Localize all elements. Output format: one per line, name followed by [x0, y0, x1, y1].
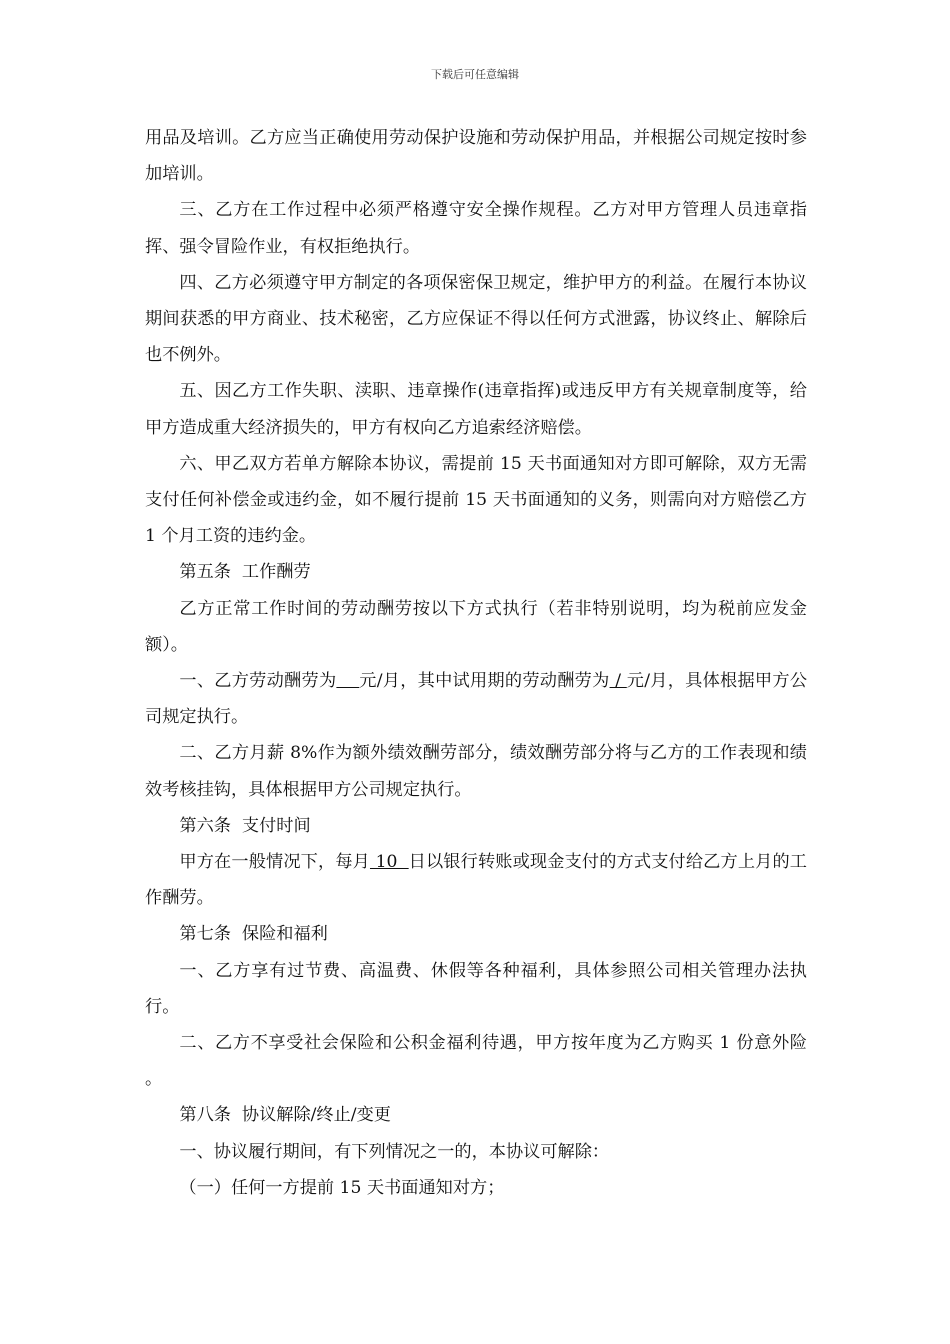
pay-date-text-end: 日以银行转账或现金支付的方式支付给乙方上月的工作酬劳。 — [145, 852, 807, 909]
paragraph-termination-notice: 六、甲乙双方若单方解除本协议，需提前 15 天书面通知对方即可解除，双方无需支付任何补偿金或违约金，如不履行提前 15 天书面通知的义务，则需向对方赔偿乙方 1 个月工资的违约金。 — [145, 453, 813, 547]
article-5-heading: 第五条 工作酬劳 — [179, 562, 311, 583]
probation-salary-blank: / — [609, 671, 627, 692]
paragraph-salary-amount — [145, 663, 807, 735]
pay-day-value: 10 — [369, 852, 409, 873]
paragraph-confidentiality: 四、乙方必须遵守甲方制定的各项保密保卫规定，维护甲方的利益。在履行本协议期间获悉的甲方商业、技术秘密，乙方应保证不得以任何方式泄露，协议终止、解除后也不例外。 — [145, 272, 807, 366]
paragraph-insurance: 二、乙方不享受社会保险和公积金福利待遇，甲方按年度为乙方购买 1 份意外险 。 — [145, 1033, 813, 1090]
salary-text-start: 一、乙方劳动酬劳为 — [179, 671, 337, 692]
salary-blank — [336, 671, 359, 691]
paragraph-termination-conditions: 一、协议履行期间，有下列情况之一的，本协议可解除： — [179, 1141, 610, 1162]
paragraph-safety-rules: 三、乙方在工作过程中必须严格遵守安全操作规程。乙方对甲方管理人员违章指挥、强令冒险作业，有权拒绝执行。 — [145, 200, 807, 257]
paragraph-training: 用品及培训。乙方应当正确使用劳动保护设施和劳动保护用品，并根据公司规定按时参加培训。 — [145, 128, 807, 185]
salary-text-end: 元/月，具体根据甲方公司规定执行。 — [145, 671, 808, 728]
paragraph-termination-item-1: （一）任何一方提前 15 天书面通知对方； — [179, 1177, 505, 1198]
article-6-heading: 第六条 支付时间 — [179, 815, 311, 836]
document-body — [145, 120, 813, 1206]
paragraph-performance-pay: 二、乙方月薪 8%作为额外绩效酬劳部分，绩效酬劳部分将与乙方的工作表现和绩效考核挂钩，具体根据甲方公司规定执行。 — [145, 743, 807, 800]
page-header: 下载后可任意编辑 — [431, 68, 519, 81]
article-7-heading: 第七条 保险和福利 — [179, 924, 328, 945]
paragraph-pay-date — [145, 844, 807, 916]
pay-date-text-start: 甲方在一般情况下，每月 — [179, 852, 370, 873]
paragraph-pay-method: 乙方正常工作时间的劳动酬劳按以下方式执行（若非特别说明，均为税前应发金额）。 — [145, 598, 807, 655]
paragraph-benefits: 一、乙方享有过节费、高温费、休假等各种福利，具体参照公司相关管理办法执行。 — [145, 960, 807, 1017]
paragraph-compensation-liability: 五、因乙方工作失职、渎职、违章操作(违章指挥)或违反甲方有关规章制度等，给甲方造成重大经济损失的，甲方有权向乙方追索经济赔偿。 — [145, 381, 807, 438]
article-8-heading: 第八条 协议解除/终止/变更 — [179, 1105, 391, 1126]
salary-text-middle: 元/月，其中试用期的劳动酬劳为 — [359, 671, 610, 692]
